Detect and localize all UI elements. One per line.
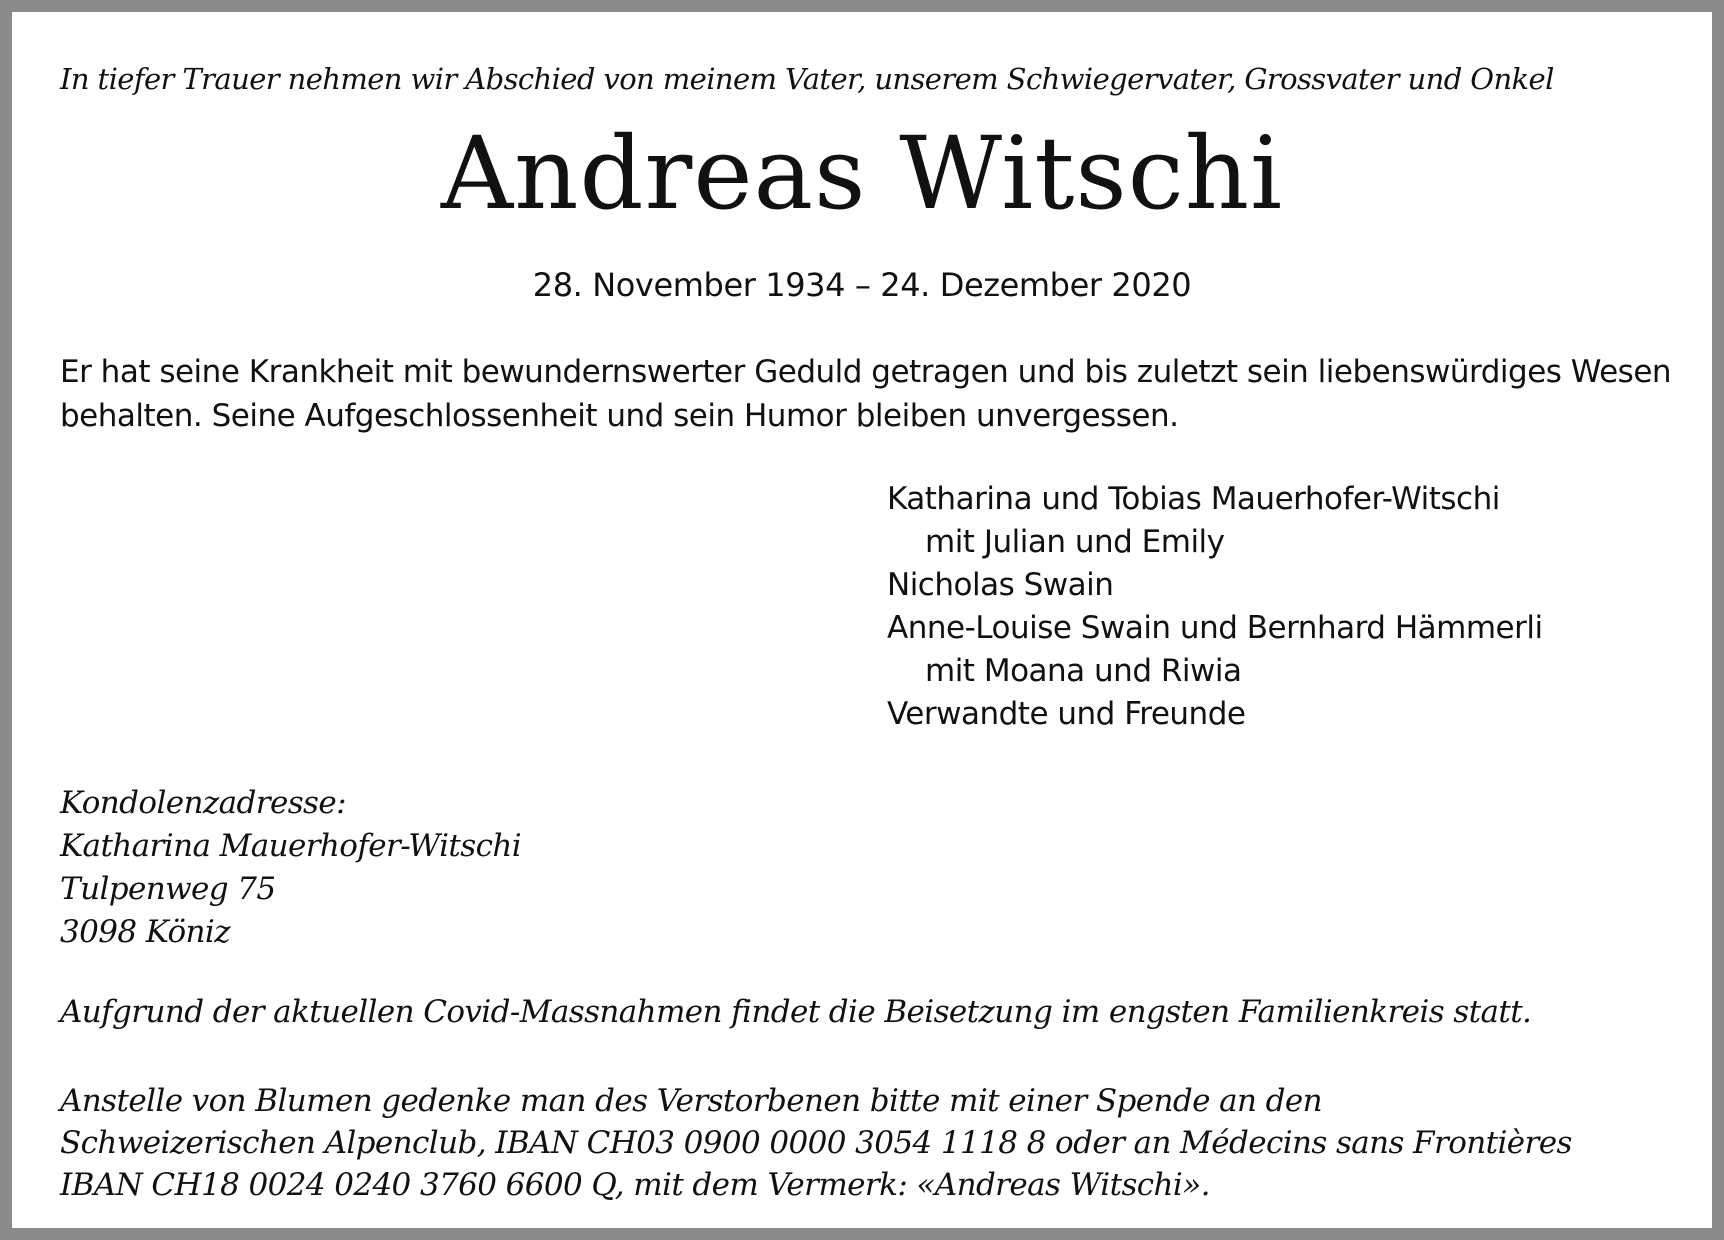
survivor-line: Verwandte und Freunde	[887, 696, 1246, 732]
address-city: 3098 Köniz	[60, 914, 230, 950]
address-name: Katharina Mauerhofer-Witschi	[60, 828, 522, 864]
life-dates: 28. November 1934 – 24. Dezember 2020	[532, 266, 1192, 304]
donation-line: IBAN CH18 0024 0240 3760 6600 Q, mit dem Vermerk: «Andreas Witschi».	[60, 1167, 1210, 1203]
survivor-line: mit Moana und Riwia	[925, 653, 1242, 689]
tribute-line: behalten. Seine Aufgeschlossenheit und sein Humor bleiben unvergessen.	[60, 398, 1179, 434]
donation-paragraph	[60, 1080, 1572, 1206]
condolence-address	[60, 782, 521, 954]
survivor-line: mit Julian und Emily	[925, 524, 1225, 560]
address-heading: Kondolenzadresse:	[60, 785, 346, 821]
survivors-list	[887, 478, 1543, 736]
deceased-name: Andreas Witschi	[440, 115, 1284, 232]
donation-line: Schweizerischen Alpenclub, IBAN CH03 0900 0000 3054 1118 8 oder an Médecins sans Frontières	[60, 1125, 1572, 1161]
burial-notice: Aufgrund der aktuellen Covid-Massnahmen findet die Beisetzung im engsten Familienkreis statt.	[60, 994, 1532, 1030]
survivor-line: Anne-Louise Swain und Bernhard Hämmerli	[887, 610, 1543, 646]
survivor-line: Katharina und Tobias Mauerhofer-Witschi	[887, 481, 1500, 517]
survivor-line: Nicholas Swain	[887, 567, 1114, 603]
tribute-line: Er hat seine Krankheit mit bewundernswerter Geduld getragen und bis zuletzt sein liebenswürdiges Wesen	[60, 354, 1672, 390]
address-street: Tulpenweg 75	[60, 871, 276, 907]
intro-line: In tiefer Trauer nehmen wir Abschied von meinem Vater, unserem Schwiegervater, Grossvater und Onkel	[60, 62, 1554, 96]
obituary-page	[12, 12, 1712, 1228]
donation-line: Anstelle von Blumen gedenke man des Verstorbenen bitte mit einer Spende an den	[60, 1083, 1322, 1119]
tribute-paragraph	[60, 350, 1700, 438]
